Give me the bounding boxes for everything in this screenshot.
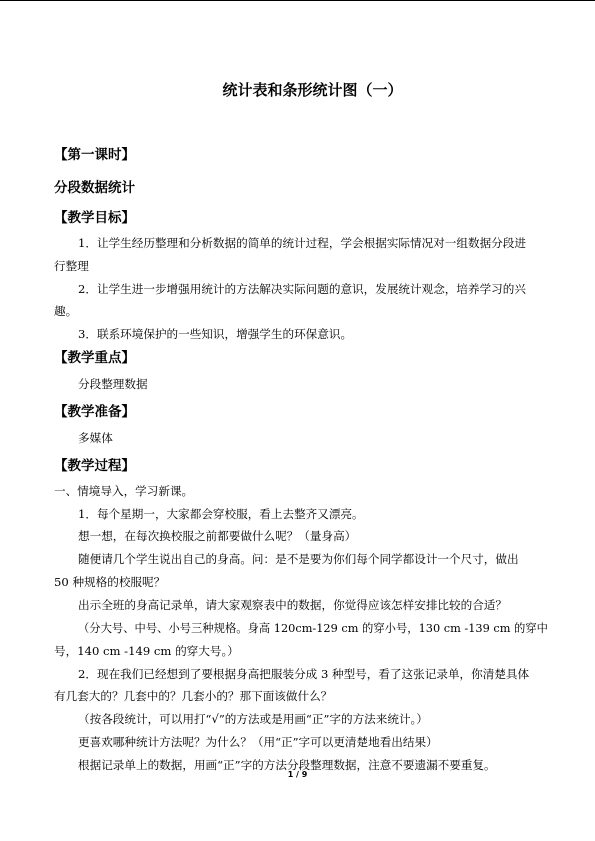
process-heading: 【教学过程】 (54, 458, 135, 474)
page-top-rule (0, 0, 595, 1)
goal-line-2: 2．让学生进一步增强用统计的方法解决实际问题的意识，发展统计观念，培养学习的兴 (78, 282, 526, 296)
process-line-2: 1．每个星期一，大家都会穿校服，看上去整齐又漂亮。 (78, 507, 364, 521)
process-line-4: 随便请几个学生说出自己的身高。问：是不是要为你们每个同学都设计一个尺寸，做出 (78, 552, 519, 566)
goal-line-1: 1．让学生经历整理和分析数据的简单的统计过程，学会根据实际情况对一组数据分段进 (78, 236, 526, 250)
process-line-5: 出示全班的身高记录单，请大家观察表中的数据，你觉得应该怎样安排比较的合适？ (78, 598, 507, 612)
process-line-3: 想一想，在每次换校服之前都要做什么呢？（量身高） (78, 529, 357, 543)
page-number: 1 / 9 (287, 770, 308, 779)
process-line-7-cont: 有几套大的？几套中的？几套小的？那下面该做什么？ (54, 689, 333, 703)
key-heading: 【教学重点】 (54, 350, 135, 366)
topic-heading: 分段数据统计 (54, 180, 135, 196)
process-line-1: 一、情境导入，学习新课。 (54, 484, 194, 498)
process-line-10: 根据记录单上的数据，用画“正”字的方法分段整理数据，注意不要遗漏不要重复。 (78, 758, 496, 772)
prep-text: 多媒体 (78, 431, 113, 445)
prep-heading: 【教学准备】 (54, 404, 135, 420)
lesson-heading: 【第一课时】 (54, 147, 135, 163)
process-line-9: 更喜欢哪种统计方法呢？为什么？（用“正”字可以更清楚地看出结果） (78, 735, 438, 749)
goals-heading: 【教学目标】 (54, 210, 135, 226)
key-text: 分段整理数据 (78, 377, 148, 391)
process-line-8: （按各段统计，可以用打“√”的方法或是用画“正”字的方法来统计。） (78, 712, 428, 726)
process-line-6-cont: 号，140 cm -149 cm 的穿大号。） (54, 644, 239, 658)
process-line-6: （分大号、中号、小号三种规格。身高 120cm-129 cm 的穿小号，130 cm -139 cm 的穿中 (78, 621, 548, 635)
goal-line-3: 3．联系环境保护的一些知识，增强学生的环保意识。 (78, 327, 353, 341)
goal-line-2-cont: 趣。 (54, 304, 78, 318)
goal-line-1-cont: 行整理 (54, 259, 89, 273)
process-line-7: 2．现在我们已经想到了要根据身高把服装分成 3 种型号，看了这张记录单，你清楚具体 (78, 667, 530, 681)
page-title: 统计表和条形统计图（一） (222, 81, 403, 99)
process-line-4-cont: 50 种规格的校服呢？ (54, 575, 166, 589)
